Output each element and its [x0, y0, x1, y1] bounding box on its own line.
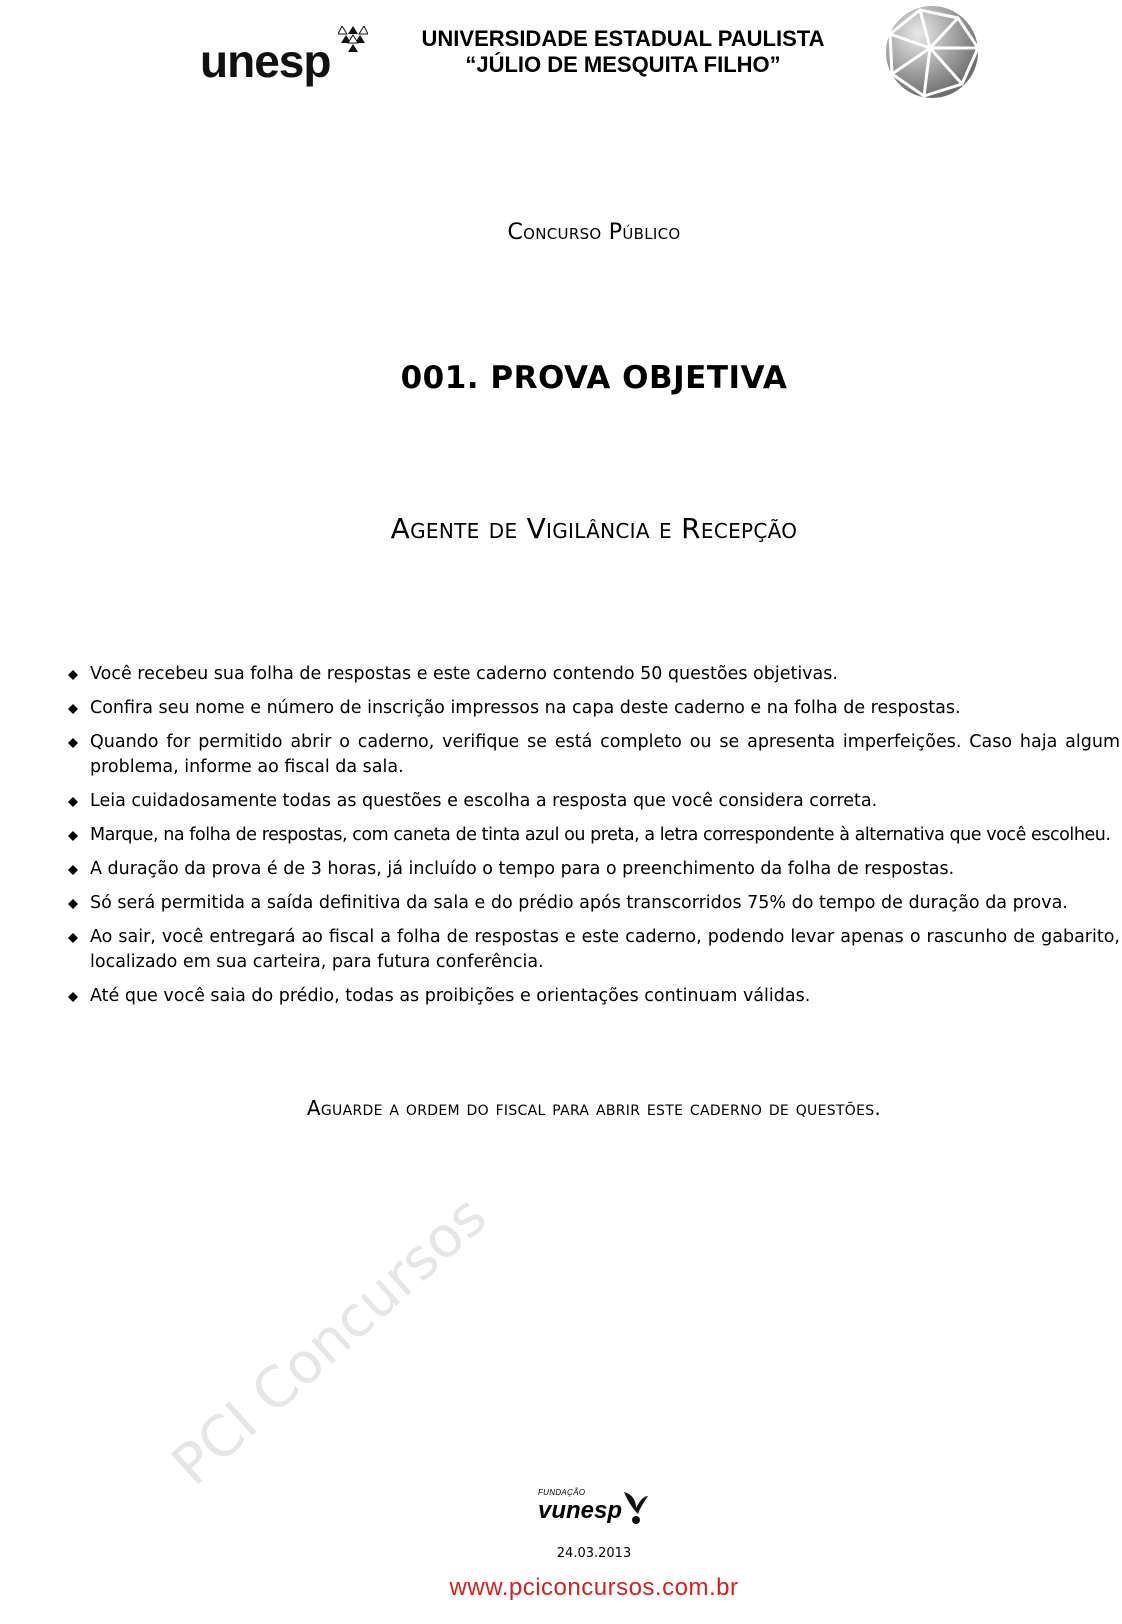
- unesp-logo: [200, 22, 380, 92]
- instruction-item: [68, 823, 1120, 848]
- instruction-item: [68, 789, 1120, 814]
- instruction-item: [68, 730, 1120, 780]
- university-name: [388, 26, 858, 78]
- vunesp-bird-icon: [620, 1488, 650, 1528]
- instructions-list: [68, 662, 1120, 1018]
- diamond-bullet-icon: [68, 704, 78, 714]
- diamond-bullet-icon: [68, 933, 78, 943]
- instruction-text: Marque, na folha de respostas, com caneta de tinta azul ou preta, a letra correspondente à alternativa que você escolheu.: [90, 825, 1111, 845]
- instruction-text: Só será permitida a saída definitiva da sala e do prédio após transcorridos 75% do tempo de duração da prova.: [90, 893, 1068, 913]
- exam-date: 24.03.2013: [556, 1546, 632, 1561]
- instruction-text: Até que você saia do prédio, todas as proibições e orientações continuam válidas.: [90, 986, 811, 1006]
- job-position-title: Agente de Vigilância e Recepção: [390, 512, 798, 545]
- instruction-text: Leia cuidadosamente todas as questões e escolha a resposta que você considera correta.: [90, 791, 878, 811]
- instruction-item: [68, 984, 1120, 1009]
- diamond-bullet-icon: [68, 992, 78, 1002]
- unesp-logo-text: unesp: [200, 35, 331, 87]
- wait-notice: Aguarde a ordem do fiscal para abrir este caderno de questões.: [306, 1096, 882, 1120]
- vunesp-logo-text: vunesp: [538, 1497, 623, 1524]
- diamond-bullet-icon: [68, 899, 78, 909]
- diamond-bullet-icon: [68, 797, 78, 807]
- diamond-bullet-icon: [68, 738, 78, 748]
- unesp-triangles-icon: [338, 26, 368, 52]
- university-name-line1: UNIVERSIDADE ESTADUAL PAULISTA: [421, 26, 825, 51]
- instruction-item: [68, 891, 1120, 916]
- instruction-item: [68, 696, 1120, 721]
- instruction-text: Confira seu nome e número de inscrição impressos na capa deste caderno e na folha de respostas.: [90, 698, 961, 718]
- diamond-bullet-icon: [68, 831, 78, 841]
- university-name-line2: “JÚLIO DE MESQUITA FILHO”: [465, 52, 781, 77]
- vunesp-logo: [538, 1488, 658, 1538]
- exam-type-title: Concurso Público: [507, 220, 681, 245]
- instruction-item: [68, 662, 1120, 687]
- instruction-text: Você recebeu sua folha de respostas e este caderno contendo 50 questões objetivas.: [90, 664, 838, 684]
- website-link[interactable]: www.pciconcursos.com.br: [449, 1574, 739, 1601]
- exam-name-title: 001. PROVA OBJETIVA: [400, 360, 788, 396]
- diamond-bullet-icon: [68, 865, 78, 875]
- instruction-text: Quando for permitido abrir o caderno, verifique se está completo ou se apresenta imperfeições. Caso haja algum problema, informe ao fiscal da sala.: [90, 732, 1120, 777]
- geodesic-globe-icon: [880, 4, 984, 100]
- diamond-bullet-icon: [68, 670, 78, 680]
- watermark: PCI Concursos: [160, 1183, 500, 1499]
- fundacao-label: FUNDAÇÃO: [538, 1488, 586, 1497]
- instruction-item: [68, 925, 1120, 975]
- page-header: [0, 0, 1122, 110]
- instruction-text: A duração da prova é de 3 horas, já incluído o tempo para o preenchimento da folha de respostas.: [90, 859, 955, 879]
- instruction-text: Ao sair, você entregará ao fiscal a folha de respostas e este caderno, podendo levar apenas o rascunho de gabarito, localizado em sua carteira, para futura conferência.: [90, 927, 1120, 972]
- instruction-item: [68, 857, 1120, 882]
